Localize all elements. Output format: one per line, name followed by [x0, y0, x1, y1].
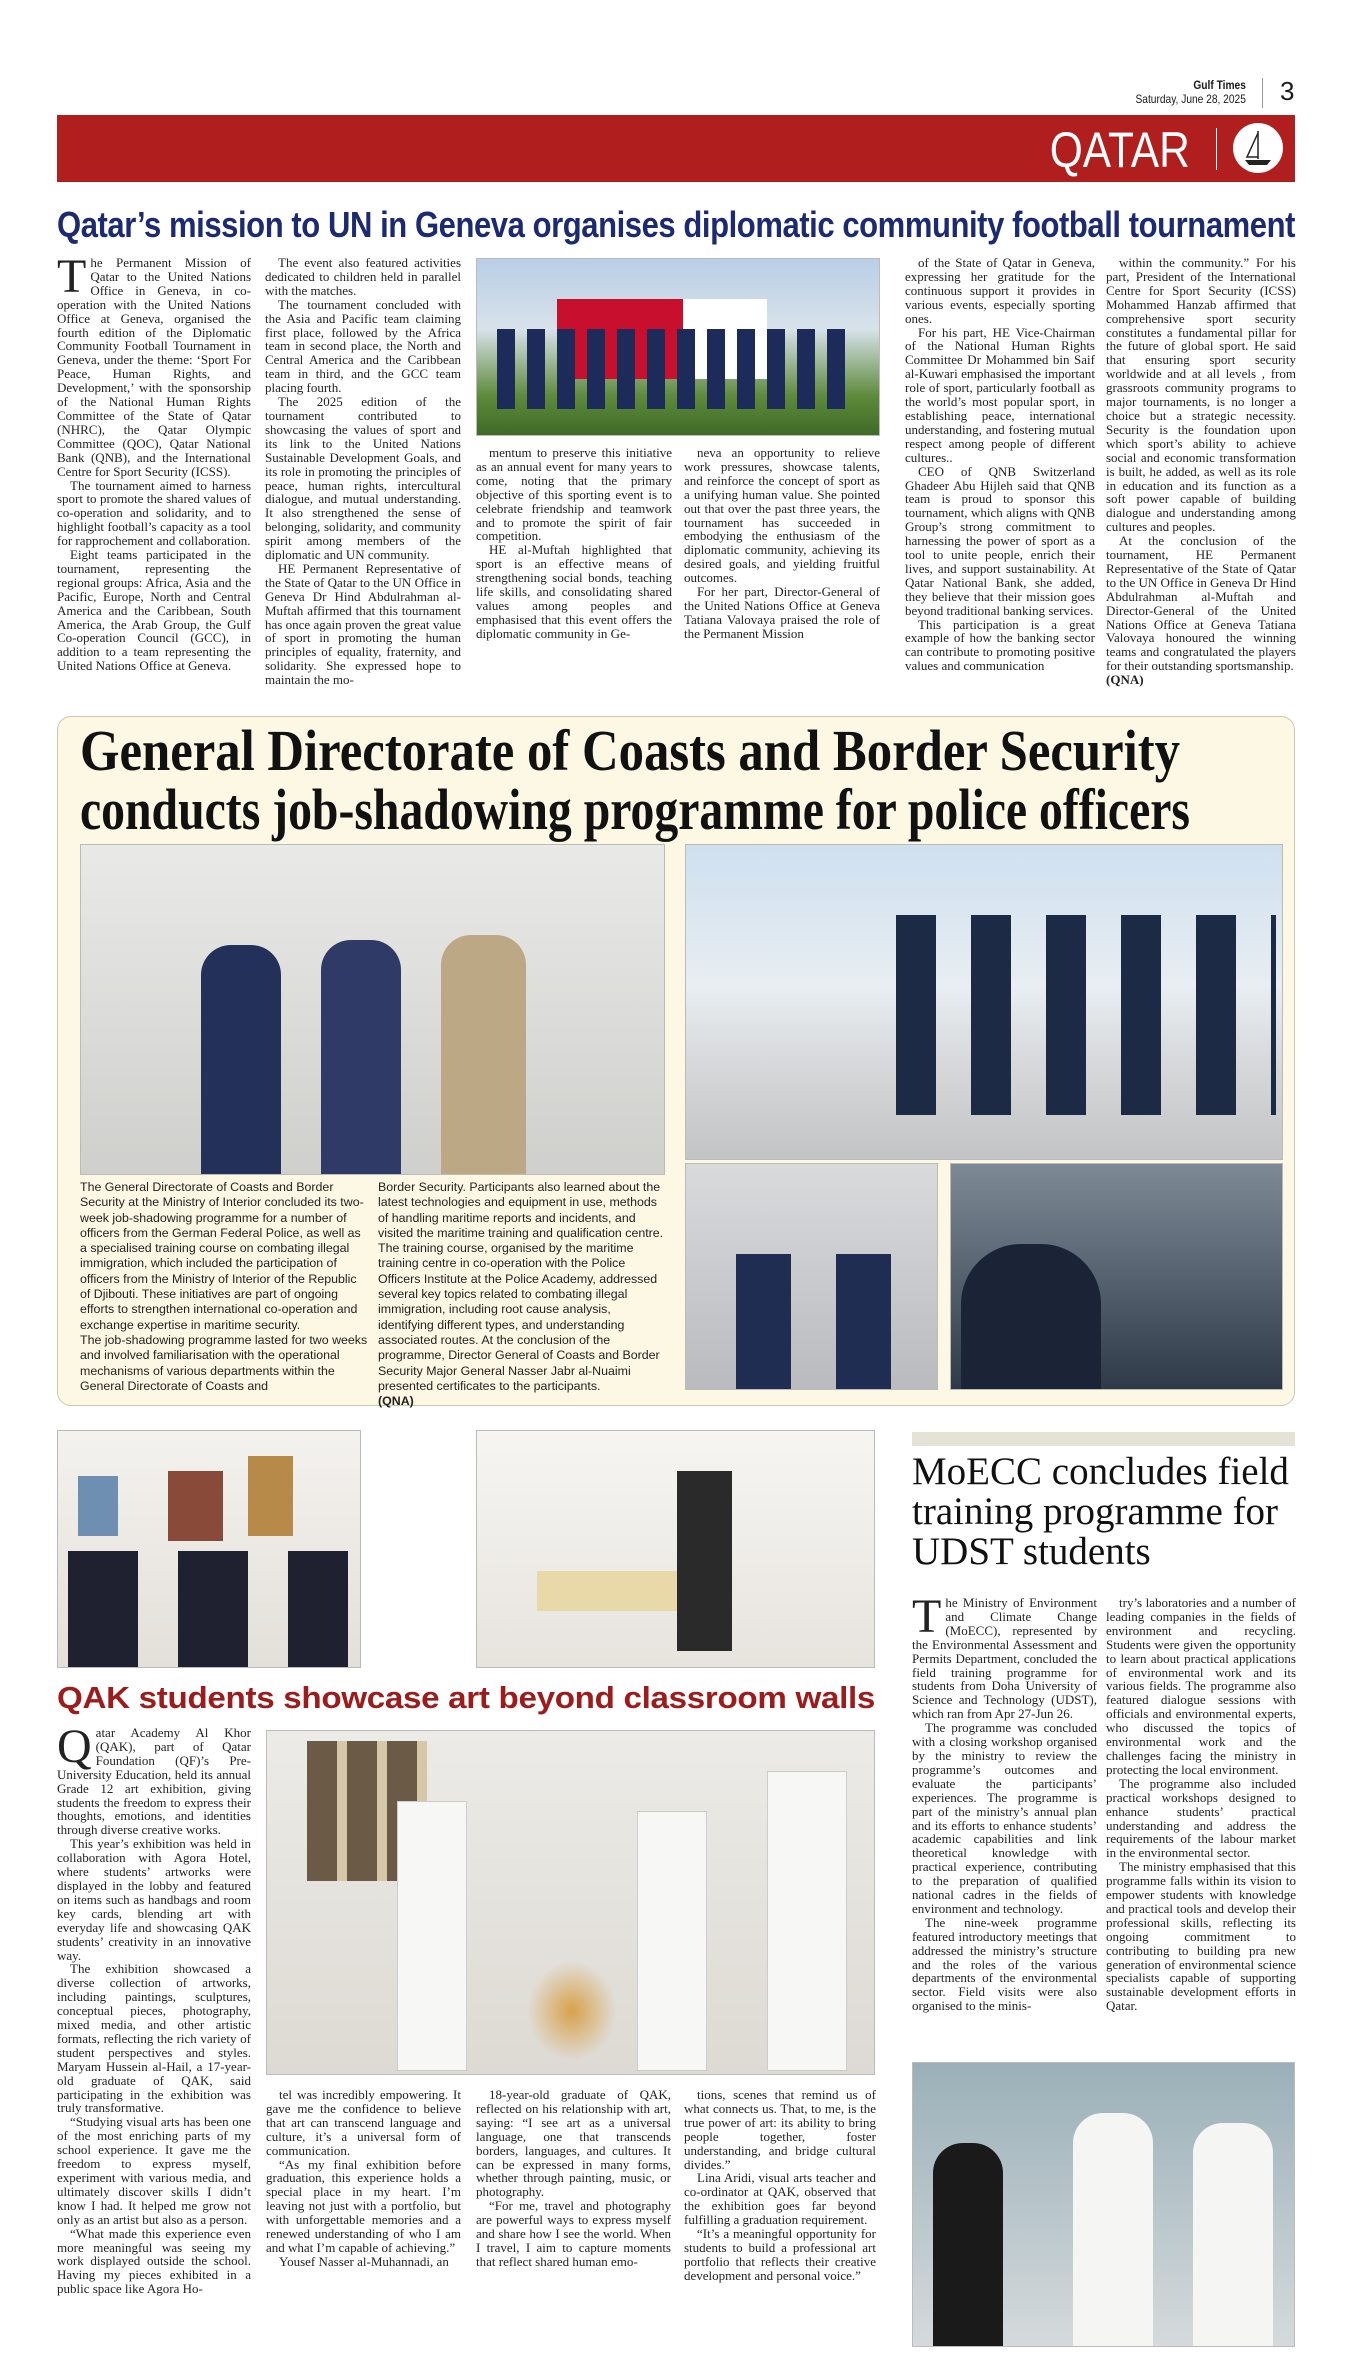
certificate-mural-photo	[80, 844, 665, 1175]
paragraph: The programme was concluded with a closing workshop organised by the ministry to review the programme’s outcomes and evaluate the participants’ experiences. The programme is part of the ministry’s annual plan and its efforts to enhance students’ academic capabilities and link theoretical knowledge with practical experience, contributing to the preparation of qualified national cadres in the fields of environment and technology.	[912, 1720, 1097, 1916]
players-group	[497, 329, 857, 409]
article-column	[684, 446, 880, 641]
paragraph: The nine-week programme featured introductory meetings that addressed the ministry’s structure and the roles of the various departments of the environmental sector. Field visits were also organised to the minis-	[912, 1914, 1097, 2014]
section-title: QATAR	[1049, 122, 1190, 178]
official-figure	[1193, 2123, 1273, 2347]
paragraph: “As my final exhibition before graduation, this experience holds a special place in my heart. I’m leaving not just with a portfolio, but with unforgettable memories and a renewed understanding of who I am and what I’m capable of achieving.”	[266, 2156, 461, 2255]
section-rule	[912, 1432, 1295, 1446]
student-exhibition-photo	[266, 1730, 875, 2075]
officers-group	[896, 915, 1276, 1115]
officer-figure	[441, 935, 526, 1175]
certificate-ceremony-photo	[685, 1163, 938, 1390]
paragraph: The tournament concluded with the Asia and Pacific team claiming first place, followed by the Africa team in second place, the North and Central America and the Caribbean team in third, and the GCC team placing fourth.	[265, 296, 461, 396]
headline: QAK students showcase art beyond classroom walls	[57, 1680, 875, 1715]
police-bridge-photo	[950, 1163, 1283, 1390]
news-agency-credit: (QNA)	[1106, 672, 1144, 688]
paragraph: Eight teams participated in the tournament, representing the regional groups: Africa, Asia and the Pacific, Europe, North and Central America and the Caribbean, South America, the Arab Group, the Gulf Co-operation Council (GCC), in addition to a team representing the United Nations Office at Geneva.	[57, 547, 251, 674]
visitor-figure	[397, 1801, 467, 2071]
sculpture	[527, 1961, 617, 2061]
paragraph: “For me, travel and photography are powerful ways to express myself and share how I see the world. When I travel, I aim to capture moments that reflect shared human emo-	[476, 2198, 671, 2269]
paragraph: For his part, HE Vice-Chairman of the National Human Rights Committee Dr Mohammed bin Saif al-Kuwari emphasised the important role of sport, particularly football as the world’s most popular sport, in establishing peace, international understanding, and fostering mutual respect among people of different cultures..	[905, 324, 1095, 465]
art-exhibition-photo	[57, 1430, 361, 1668]
paper-name: Gulf Times	[1193, 78, 1246, 92]
article-column	[1106, 256, 1296, 687]
news-agency-credit: (QNA)	[378, 1394, 414, 1409]
photo-caption	[378, 1180, 668, 1409]
paragraph: The 2025 edition of the tournament contributed to showcasing the values of sport and its link to the United Nations Sustainable Development Goals, and its role in promoting the principles of peace, human rights, intercultural dialogue, and mutual understanding. It also strengthened the sense of belonging, solidarity, and community spirit among members of the diplomatic and UN community.	[265, 394, 461, 563]
officers-figures	[736, 1254, 896, 1390]
paragraph: At the conclusion of the tournament, HE Permanent Representative of the State of Qatar to the UN Office in Geneva Dr Hind Abdulrahman al-Muftah and Director-General of the United Nations Office at Geneva Tatiana Valovaya honoured the winning teams and congratulated the players for their outstanding sportsmanship.	[1106, 533, 1297, 674]
paragraph: “What made this experience even more meaningful was seeing my work displayed outside the school. Having my pieces exhibited in a public space like Agora Ho-	[57, 2225, 251, 2297]
paragraph: The ministry emphasised that this programme falls within its vision to empower students with knowledge and practical tools and develop their professional skills, reflecting its ongoing commitment to contributing to building pra new generation of environmental science specialists capable of supporting sustainable development efforts in Qatar.	[1106, 1859, 1296, 2014]
divider	[1216, 128, 1217, 170]
paragraph: CEO of QNB Switzerland Ghadeer Abu Hijleh said that QNB team is proud to sponsor this tournament, which aligns with QNB Group’s strong commitment to harnessing the power of sport as a tool to unite people, enrich their lives, and support sustainability. At Qatar National Bank, she added, they believe that their mission goes beyond traditional banking services.	[905, 463, 1095, 618]
article-column	[905, 256, 1095, 673]
painting	[78, 1476, 118, 1536]
article-column	[476, 2088, 671, 2269]
photo-caption	[80, 1180, 370, 1394]
article-column	[57, 250, 251, 674]
headline: Qatar’s mission to UN in Geneva organises diplomatic community football tournament	[57, 204, 1295, 245]
paragraph: The General Directorate of Coasts and Border Security at the Ministry of Interior concluded its two-week job-shadowing programme for a number of officers from the German Federal Police, as well as a specialised training course on combating illegal immigration, which included the participation of officers from the Ministry of Interior of the Republic of Djibouti. These initiatives are part of ongoing efforts to strengthen international co-operation and exchange expertise in maritime security.	[80, 1180, 364, 1332]
paragraph: This year’s exhibition was held in collaboration with Agora Hotel, where students’ artworks were displayed in the lobby and featured on items such as handbags and room key cards, blending art with everyday life and showcasing QAK students’ creativity in an innovative way.	[57, 1836, 251, 1963]
paragraph: HE Permanent Representative of the State of Qatar to the UN Office in Geneva Dr Hind Abdulrahman al-Muftah affirmed that this tournament has once again proven the great value of sport in promoting the human principles of equality, fraternity, and solidarity. She expressed hope to maintain the mo-	[265, 560, 461, 688]
paragraph: The tournament aimed to harness sport to promote the shared values of co-operation and solidarity, and to highlight football’s capacity as a tool for rapprochement and collaboration.	[57, 477, 251, 549]
article-column	[1106, 1596, 1296, 2013]
student-figure	[933, 2143, 1003, 2347]
headline: MoECC concludes field training programme for UDST students	[912, 1450, 1289, 1573]
official-figure	[1073, 2113, 1153, 2347]
paragraph: 18-year-old graduate of QAK, reflected on his relationship with art, saying: “I see art as a universal language, one that transcends borders, languages, and cultures. It can be expressed in many forms, whether through painting, music, or photography.	[476, 2087, 671, 2200]
issue-date: Saturday, June 28, 2025	[1135, 92, 1246, 106]
paragraph: The exhibition showcased a diverse collection of artworks, including paintings, sculptures, conceptual pieces, photography, mixed media, and other artistic formats, reflecting the rich variety of student perspectives and styles. Maryam Hussein al-Hail, a 17-year-old graduate of QAK, said participating in the exhibition was truly transformative.	[57, 1961, 251, 2116]
page-number: 3	[1280, 76, 1295, 106]
paragraph: HE al-Muftah highlighted that sport is an effective means of strengthening social bonds, teaching life skills, and consolidating shared values among peoples and emphasised that this event offers the diplomatic community in Ge-	[476, 542, 672, 641]
paragraph: For her part, Director-General of the United Nations Office at Geneva Tatiana Valovaya praised the role of the Permanent Mission	[684, 584, 880, 641]
article-column	[912, 1590, 1097, 2014]
painting	[248, 1456, 293, 1536]
masthead	[1116, 78, 1246, 106]
headline-line-2: conducts job-shadowing programme for police officers	[80, 777, 1190, 842]
headline-line-1: General Directorate of Coasts and Border Security	[80, 718, 1180, 783]
visitor-figure	[677, 1471, 732, 1651]
art-installation-photo	[476, 1430, 875, 1668]
paragraph: The Ministry of Environment and Climate Change (MoECC), represented by the Environmental Assessment and Permits Department, concluded the field training programme for students from Doha University of Science and Technology (UDST), which ran from Apr 27-Jun 26.	[912, 1590, 1097, 1722]
paragraph: Qatar Academy Al Khor (QAK), part of Qatar Foundation (QF)’s Pre-University Education, held its annual Grade 12 art exhibition, giving students the freedom to express their thoughts, emotions, and identities through diverse creative works.	[57, 1720, 251, 1838]
visitors-figures	[68, 1551, 348, 1668]
divider	[1262, 78, 1263, 108]
paragraph: The job-shadowing programme lasted for two weeks and involved familiarisation with the operational mechanisms of various departments within the General Directorate of Coasts and	[80, 1332, 368, 1393]
paragraph: tel was incredibly empowering. It gave me the confidence to believe that art can transcend language and culture, it’s a universal form of communication.	[266, 2087, 461, 2158]
paragraph: mentum to preserve this initiative as an annual event for many years to come, noting that the primary objective of this sporting event is to celebrate friendship and teamwork and to promote the spirit of fair competition.	[476, 445, 672, 544]
paragraph: “It’s a meaningful opportunity for students to build a professional art portfolio that reflects their creative development and personal voice.”	[684, 2226, 876, 2283]
article-column	[476, 446, 672, 641]
dhow-logo-icon	[1233, 123, 1283, 173]
paragraph: This participation is a great example of how the banking sector can contribute to promoting positive values and communication	[905, 616, 1095, 674]
officer-figure	[201, 945, 281, 1175]
official-figure	[321, 940, 401, 1175]
paragraph: Lina Aridi, visual arts teacher and co-ordinator at QAK, observed that the exhibition goes far beyond fulfilling a graduation requirement.	[684, 2170, 876, 2228]
paragraph: neva an opportunity to relieve work pressures, showcase talents, and reinforce the concept of sport as a unifying human value. She pointed out that over the past three years, the tournament has succeeded in embodying the enthusiasm of the diplomatic community, achieving its desired goals, and yielding fruitful outcomes.	[684, 445, 880, 586]
paragraph: “Studying visual arts has been one of the most enriching parts of my school experience. It gave me the freedom to express myself, experiment with various media, and ultimately discover skills I didn’t know I had. It helped me grow not only as an artist but also as a person.	[57, 2114, 251, 2227]
article-column	[684, 2088, 876, 2283]
paragraph: The programme also included practical workshops designed to enhance students’ practical understanding and address the requirements of the labour market in the environmental sector.	[1106, 1775, 1296, 1861]
certificate-handover-photo	[912, 2062, 1295, 2347]
paragraph: Yousef Nasser al-Muhannadi, an	[279, 2253, 449, 2269]
article-column	[57, 1720, 251, 2297]
paragraph: The event also featured activities dedicated to children held in parallel with the matches.	[265, 255, 461, 298]
officer-back-figure	[961, 1244, 1101, 1390]
boat-deck-photo	[685, 844, 1283, 1160]
paragraph: Border Security. Participants also learned about the latest technologies and equipment in use, methods of handling maritime reports and incidents, and visited the maritime training and qualification centre.	[378, 1180, 664, 1240]
painting	[168, 1471, 223, 1541]
paragraph: of the State of Qatar in Geneva, expressing her gratitude for the continuous support it provides in various events, especially sporting ones.	[905, 255, 1095, 326]
section-banner	[57, 115, 1295, 182]
football-team-photo	[476, 258, 880, 436]
paragraph: The training course, organised by the maritime training centre in co-operation with the Police Officers Institute at the Police Academy, addressed several key topics related to combating illegal immigration, including root cause analysis, identifying different types, and understanding associated routes. At the conclusion of the programme, Director General of Coasts and Border Security Major General Nasser Jabr al-Nuaimi presented certificates to the participants.	[378, 1241, 660, 1393]
paragraph: try’s laboratories and a number of leading companies in the fields of environment and recycling. Students were given the opportunity to learn about practical applications of environmental work and its various fields. The programme also featured dialogue sessions with officials and environmental experts, who discussed the topics of environmental work and the challenges facing the ministry in protecting the local environment.	[1106, 1595, 1296, 1777]
paragraph: The Permanent Mission of Qatar to the United Nations Office in Geneva, in co-operation with the United Nations Office at Geneva, organised the fourth edition of the Diplomatic Community Football Tournament in Geneva, under the theme: ‘Sport For Peace, Human Rights, and Development,’ with the sponsorship of the National Human Rights Committee of the State of Qatar (NHRC), the Qatar Olympic Committee (QOC), Qatar National Bank (QNB), and the International Centre for Sport Security (ICSS).	[57, 250, 251, 479]
visitor-figure	[767, 1771, 847, 2071]
visitor-figure	[637, 1811, 707, 2071]
paragraph: within the community.” For his part, President of the International Centre for Sport Security (ICSS) Mohammed Hanzab affirmed that comprehensive sport security constitutes a fundamental pillar for the future of global sport. He said that ensuring sport security worldwide and at all levels , from grassroots community programs to major tournaments, is no longer a choice but a strategic necessity. Security is the foundation upon which sport’s ability to achieve social and economic transformation is built, he added, as well as its role in education and its function as a soft power capable of building dialogue and understanding among cultures and peoples.	[1106, 255, 1296, 535]
article-column	[266, 2088, 461, 2269]
article-column	[265, 256, 461, 687]
paragraph: tions, scenes that remind us of what connects us. That, to me, is the true power of art: its ability to bring people together, foster understanding, and bridge cultural divides.”	[684, 2087, 876, 2172]
